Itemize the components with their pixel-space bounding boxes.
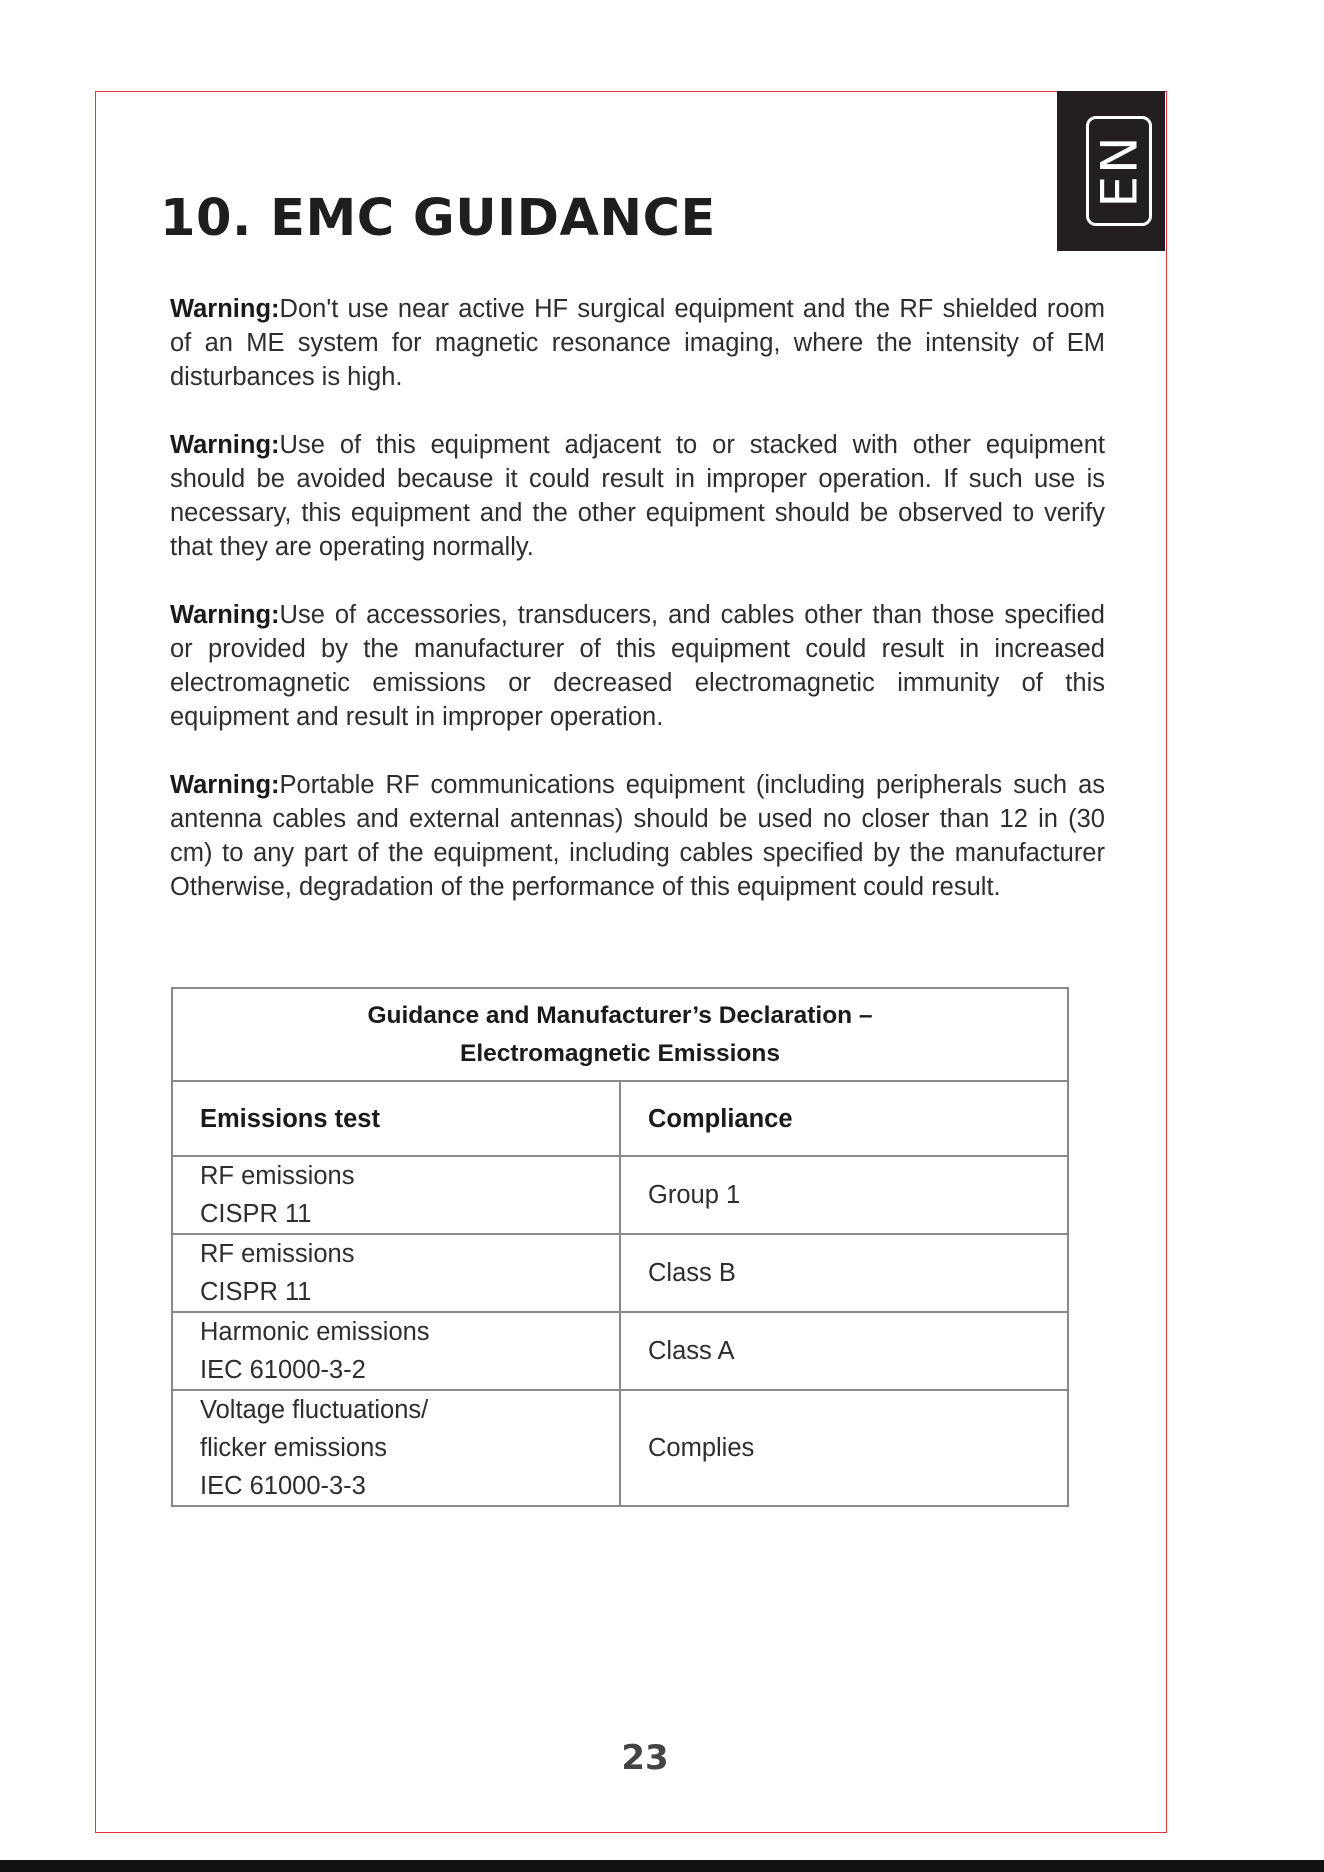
warnings-section [170, 292, 1105, 938]
table-row [172, 1234, 1068, 1312]
emissions-table [171, 987, 1069, 1507]
warning-paragraph [170, 292, 1105, 394]
warning-label: Warning: [170, 431, 280, 459]
warning-paragraph [170, 428, 1105, 564]
warning-label: Warning: [170, 601, 280, 629]
warning-text: Use of accessories, transducers, and cables other than those specified or provided by the manufacturer of this equipment could result in increased electromagnetic emissions or decreased electromagnetic immunity of this equipment and result in improper operation. [170, 601, 1105, 731]
table-caption-line: Guidance and Manufacturer’s Declaration – [367, 1001, 873, 1029]
warning-text: Use of this equipment adjacent to or stacked with other equipment should be avoided because it could result in improper operation. If such use is necessary, this equipment and the other equipment should be observed to verify that they are operating normally. [170, 431, 1105, 561]
table-caption-row [172, 988, 1068, 1081]
compliance-cell: Class A [620, 1312, 1068, 1390]
column-header-emissions-test: Emissions test [172, 1081, 620, 1156]
emissions-test-cell [172, 1312, 620, 1390]
table-caption-line: Electromagnetic Emissions [460, 1039, 780, 1067]
cell-line: RF emissions [200, 1162, 355, 1190]
compliance-cell: Class B [620, 1234, 1068, 1312]
cell-line: IEC 61000-3-2 [200, 1356, 366, 1384]
language-label: EN [1090, 134, 1148, 208]
table-row [172, 1390, 1068, 1506]
emissions-test-cell [172, 1156, 620, 1234]
compliance-cell: Group 1 [620, 1156, 1068, 1234]
cell-line: flicker emissions [200, 1434, 388, 1462]
cell-line: Harmonic emissions [200, 1318, 430, 1346]
warning-paragraph [170, 768, 1105, 904]
page-title: 10. EMC GUIDANCE [160, 189, 716, 248]
emissions-test-cell [172, 1390, 620, 1506]
language-badge [1086, 116, 1152, 226]
column-header-compliance: Compliance [620, 1081, 1068, 1156]
warning-text: Portable RF communications equipment (including peripherals such as antenna cables and external antennas) should be used no closer than 12 in (30 cm) to any part of the equipment, including cables specified by the manufacturer Otherwise, degradation of the performance of this equipment could result. [170, 771, 1105, 901]
bottom-edge-strip [0, 1860, 1324, 1872]
emissions-test-cell [172, 1234, 620, 1312]
warning-paragraph [170, 598, 1105, 734]
page-number: 23 [621, 1738, 669, 1778]
cell-line: IEC 61000-3-3 [200, 1472, 366, 1500]
table-row [172, 1156, 1068, 1234]
warning-text: Don't use near active HF surgical equipment and the RF shielded room of an ME system for magnetic resonance imaging, where the intensity of EM disturbances is high. [170, 295, 1105, 391]
compliance-cell: Complies [620, 1390, 1068, 1506]
warning-label: Warning: [170, 771, 280, 799]
cell-line: CISPR 11 [200, 1278, 312, 1306]
table-caption [172, 988, 1068, 1081]
table-header-row [172, 1081, 1068, 1156]
cell-line: RF emissions [200, 1240, 355, 1268]
table-row [172, 1312, 1068, 1390]
cell-line: Voltage fluctuations/ [200, 1396, 429, 1424]
cell-line: CISPR 11 [200, 1200, 312, 1228]
warning-label: Warning: [170, 295, 280, 323]
